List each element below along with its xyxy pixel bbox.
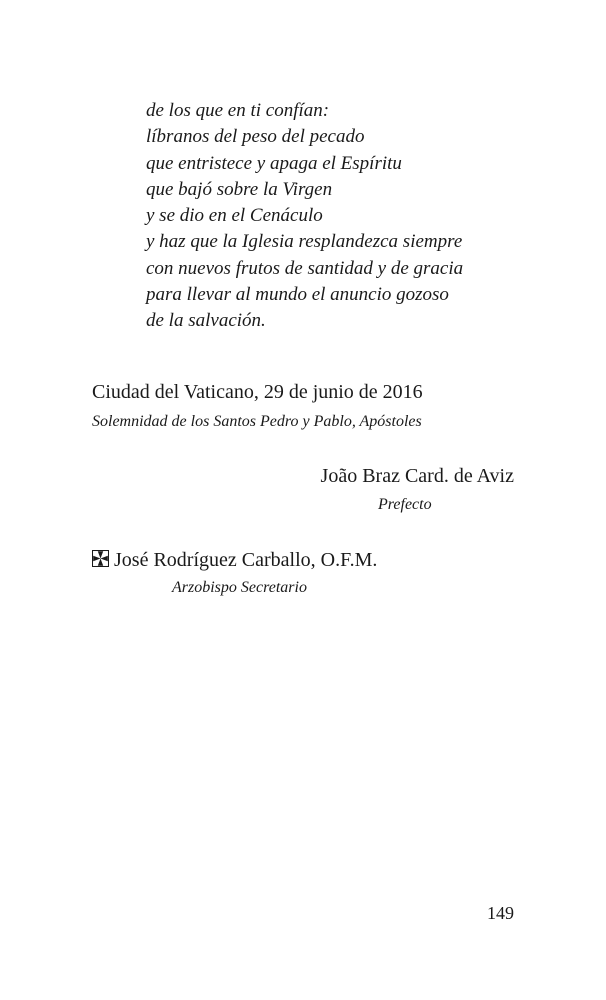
prayer-line: con nuevos frutos de santidad y de gracia (146, 257, 464, 279)
place-date: Ciudad del Vaticano, 29 de junio de 2016 (92, 381, 423, 403)
prayer-line: de la salvación. (146, 310, 266, 332)
page-number: 149 (487, 903, 514, 923)
prayer-line: y haz que la Iglesia resplandezca siempre (146, 231, 463, 253)
prayer-line: y se dio en el Cenáculo (146, 205, 323, 227)
signatory-secretary (92, 549, 377, 572)
prayer-line: líbranos del peso del pecado (146, 126, 365, 148)
signatory-secretary-name: José Rodríguez Carballo, O.F.M. (114, 549, 378, 571)
prayer-line: para llevar al mundo el anuncio gozoso (146, 284, 449, 306)
signatory-secretary-title: Arzobispo Secretario (172, 579, 307, 596)
prayer-line: que entristece y apaga el Espíritu (146, 152, 402, 174)
prayer-text (146, 98, 566, 335)
prayer-line: de los que en ti confían: (146, 100, 330, 121)
signatory-prefect-name: João Braz Card. de Aviz (320, 465, 514, 487)
solemnity-line: Solemnidad de los Santos Pedro y Pablo, Apóstoles (92, 413, 422, 430)
cross-patee-icon (92, 550, 109, 567)
signatory-prefect-title: Prefecto (378, 496, 432, 513)
prayer-line: que bajó sobre la Virgen (146, 178, 333, 200)
